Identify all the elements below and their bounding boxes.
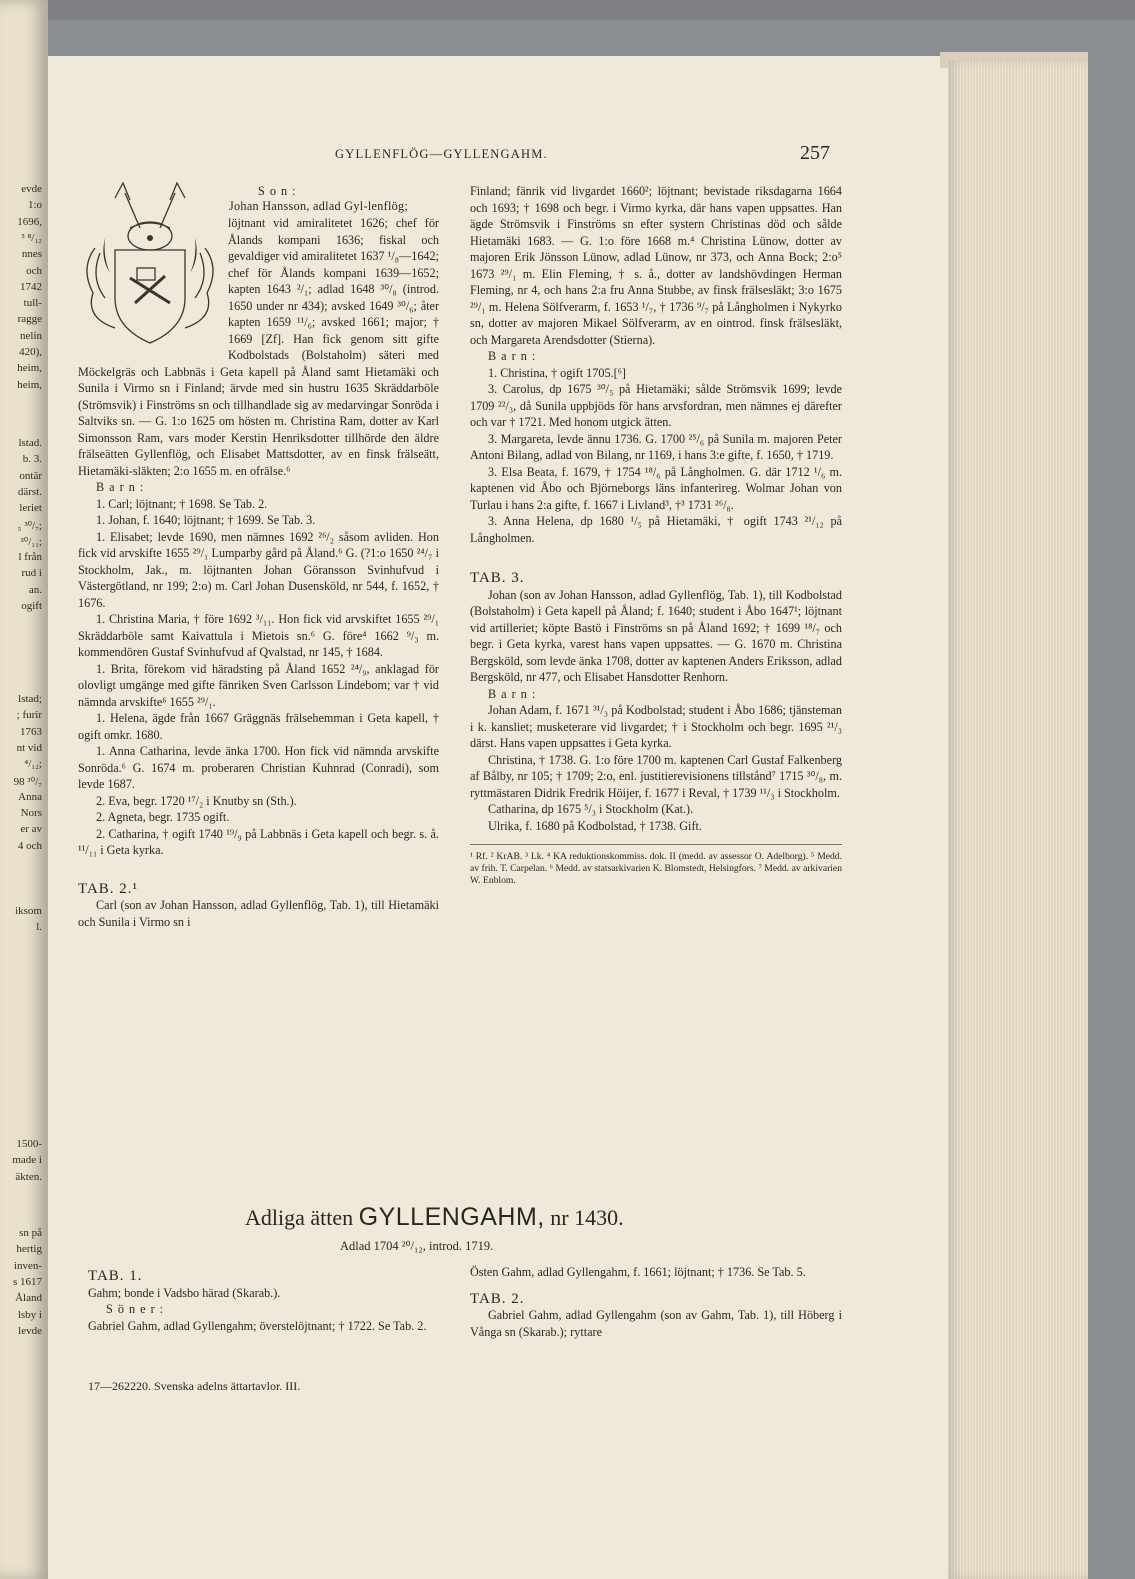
left-margin-fragment: 4 och xyxy=(17,839,42,852)
tab2-text: Carl (son av Johan Hansson, adlad Gyllenflög, Tab. 1), till Hietamäki och Sunila i Virmo sn i xyxy=(78,898,439,929)
left-margin-fragment: heim, xyxy=(17,362,42,375)
left-margin-fragment: inven- xyxy=(13,1259,42,1272)
child-item: 1. Elisabet; levde 1690, men nämnes 1692 ²⁶/₂ såsom avliden. Hon fick vid arvskifte 1655 ²⁹/₁ Lumparby gård på Åland.⁶ G. (?1:o 1650 ²⁴/₇ i Stockholm, Jak., m. löjtnanten Johan Göransson Svinhufvud i Västergötland, nr 199; 2:o) m. Carl Johan Dusensköld, nr 544, f. 1652, † 1676. xyxy=(78,529,439,610)
left-margin-fragment: nnes xyxy=(21,248,42,261)
left-margin-fragment: Anna xyxy=(18,790,42,803)
left-margin-fragment: iksom xyxy=(15,905,42,917)
left-margin-fragment: an. xyxy=(28,583,42,596)
gyllengahm-title xyxy=(245,1203,925,1232)
johan-hansson-head: Johan Hansson, adlad Gyl-lenflög; xyxy=(229,199,409,213)
carl-bio-continued: Finland; fänrik vid livgardet 1660²; löjtnant; bevistade riksdagarna 1664 och 1693; † 1698 och begr. i Virmo kyrka, där hans vapen uppsattes. Han ägde Strömsvik i Finströms sn efter systern Christinas död och sålde Hietamäki 1683. — G. 1:o före 1668 m.⁴ Christina Lünow, dotter av majoren Erik Jönsson Lünow, adlad Lünow, nr 373, och Anna Bock; 2:o⁵ 1673 ²⁹/₁ m. Elin Fleming, † s. å., dotter av landshövdingen Herman Fleming, nr 4, och hans 2:a fru Anna Stubbe, av finsk frälsesläkt; 3:o 1675 ²⁹/₁ m. Helena Sölfverarm, f. 1653 ¹/₇, † 1736 ⁹/₇ på Långholmen i Nykyrko sn, dotter av majoren Mikael Sölfverarm, av en ointrod. finsk frälsesläkt, och Margareta Arendsdotter (Stierna). xyxy=(470,184,842,347)
left-margin-fragment: Nors xyxy=(20,807,42,820)
left-margin-fragment: heim, xyxy=(17,378,42,391)
left-margin-fragment: nelin xyxy=(20,329,42,342)
footnotes: ¹ Rf. ² KrAB. ³ Lk. ⁴ KA reduktionskommiss. dok. II (medd. av assessor O. Adelborg). ⁵ Medd. av frih. T. Carpelan. ⁶ Medd. av statsarkivarien K. Blomstedt, Helsingfors. ⁷ Medd. av arkivarien W. Enblom. xyxy=(470,844,842,887)
left-margin-fragment: ³ ⁸/₁₂ xyxy=(21,231,42,244)
left-margin-fragment: äkten. xyxy=(15,1170,42,1183)
tab3-heading: TAB. 3. xyxy=(470,570,525,586)
page-stack-edges xyxy=(948,60,1088,1579)
title-name: GYLLENGAHM, xyxy=(358,1203,545,1231)
gahm-son-osten: Östen Gahm, adlad Gyllengahm, f. 1661; löjtnant; † 1736. Se Tab. 5. xyxy=(470,1265,806,1279)
barn-label-2: B a r n : xyxy=(488,349,537,363)
gahm-tab2-text: Gabriel Gahm, adlad Gyllengahm (son av Gahm, Tab. 1), till Höberg i Vånga sn (Skarab.); ryttare xyxy=(470,1308,842,1339)
title-post: nr 1430. xyxy=(550,1205,624,1230)
child-item: 1. Helena, ägde från 1667 Gräggnäs frälsehemman i Geta kapell, † ogift omkr. 1680. xyxy=(78,711,439,742)
left-margin-fragment: evde xyxy=(21,183,42,195)
child-item: 1. Christina, † ogift 1705.[⁶] xyxy=(488,365,626,380)
tab2-heading: TAB. 2.¹ xyxy=(78,880,139,897)
coat-float-spacer xyxy=(78,215,228,363)
left-margin-fragment: därst. xyxy=(17,485,42,498)
left-margin-fragment: hertig xyxy=(16,1243,42,1256)
child-item: 1. Johan, f. 1640; löjtnant; † 1699. Se Tab. 3. xyxy=(96,513,316,527)
gahm-tab1-text: Gahm; bonde i Vadsbo härad (Skarab.). xyxy=(88,1285,281,1300)
johan-hansson-text: löjtnant vid amiralitetet 1626; chef för Ålands kompani 1636; fiskal och gevaldiger vid amiralitetet 1637 ¹/₈—1642; chef för Ålands kompani 1639—1652; kapten 1643 ²/₁; adlad 1648 ³⁰/₈ (introd. 1650 under nr 434); avsked 1649 ³⁰/₆; åter kapten 1659 ¹¹/₆; avsked 1661; major; † 1669 [Zf]. Han fick genom sitt gifte Kodbolstads (Bolstaholm) säteri med Möckelgräs och Labbnäs i Geta kapell på Åland samt Hietamäki och Sunila i Virmo sn i Finland; ärvde med sin hustru 1635 Skräddarböle (Strömsvik) i Finströms sn och tillhandlade sig av medarvingar Sonröda i Saltviks sn. — G. 1:o 1625 om hösten m. Christina Ram, dotter av Karl Simonsson Ram, vars moder Kerstin Henriksdotter tillhörde den äldre frälseätten Gyllenflög, och Elisabet Mattsdotter, av en finsk frälseätt, Hietamäki-släkten; 2:o 1655 m. en ofrälse.⁶ xyxy=(78,216,439,478)
background-top xyxy=(0,0,1135,20)
left-margin-fragment: 1:o xyxy=(27,199,42,212)
left-margin-fragment: l från xyxy=(18,551,42,564)
left-margin-fragment: 1763 xyxy=(20,725,42,738)
left-margin-fragment: lsby i xyxy=(17,1308,42,1321)
barn-label-3: B a r n : xyxy=(488,686,537,701)
left-margin-fragment: l. xyxy=(36,921,42,934)
left-margin-fragment: er av xyxy=(20,823,42,836)
gahm-son-gabriel: Gabriel Gahm, adlad Gyllengahm; överstelöjtnant; † 1722. Se Tab. 2. xyxy=(88,1318,427,1333)
left-margin-fragment: nt vid xyxy=(16,741,42,754)
title-pre: Adliga ätten xyxy=(245,1205,354,1230)
left-margin-fragment: sn på xyxy=(19,1227,42,1239)
child-item: 2. Agneta, begr. 1735 ogift. xyxy=(96,810,230,824)
child-item: 1. Carl; löjtnant; † 1698. Se Tab. 2. xyxy=(96,496,268,511)
left-margin-fragment: b. 3. xyxy=(22,453,42,466)
gyllengahm-left xyxy=(88,1264,440,1334)
gahm-tab2-heading: TAB. 2. xyxy=(470,1290,525,1307)
left-margin-fragment: ogift xyxy=(21,600,42,612)
left-margin-fragment: made i xyxy=(12,1154,42,1167)
left-margin-fragment: 420), xyxy=(19,346,42,358)
left-margin-fragment: och xyxy=(26,264,42,277)
child-item: 1. Anna Catharina, levde änka 1700. Hon fick vid nämnda arvskifte Sonröda.⁶ G. 1674 m. proberaren Christian Kuhnrad (Conradi), som levde 1687. xyxy=(78,744,439,791)
barn-label-1: B a r n : xyxy=(96,480,145,494)
left-margin-fragment: lstad; xyxy=(18,693,42,705)
left-margin-fragment: ragge xyxy=(17,313,42,326)
child-item: 1. Christina Maria, † före 1692 ³/₁₁. Hon fick vid arvskiftet 1655 ²⁹/₁ Skräddarböle samt Kaivattula i Mietois sn.⁶ G. före⁴ 1662 ⁹/₃ m. kommendören Gustaf Svinhufvud af Qvalstad, nr 145, † 1684. xyxy=(78,612,439,659)
child-item: 2. Eva, begr. 1720 ¹⁷/₂ i Knutby sn (Sth.). xyxy=(96,793,297,808)
left-margin-fragment: ⁴/₁₂; xyxy=(24,758,42,771)
left-margin-fragment: lstad. xyxy=(18,437,42,449)
running-title: GYLLENFLÖG—GYLLENGAHM. xyxy=(335,147,548,161)
left-margin-fragment: levde xyxy=(18,1324,42,1337)
left-margin-fragment: rud i xyxy=(21,567,42,580)
child-item: Johan Adam, f. 1671 ³¹/₃ på Kodbolstad; student i Åbo 1686; tjänsteman i k. kansliet; musketerare vid livgardet; † i Stockholm och begr. 1695 ²¹/₃ därst. Hans vapen uppsattes i Geta kyrka. xyxy=(470,703,842,750)
child-item: 3. Elsa Beata, f. 1679, † 1754 ¹⁸/₆ på Långholmen. G. där 1712 ¹/₆ m. kaptenen vid Åbo och Björneborgs läns infanterireg. Wolmar Johan von Turlau i hans 2:a gifte, f. 1667 i Livland³, †³ 1731 ²⁶/₈. xyxy=(470,464,842,512)
gyllengahm-right xyxy=(470,1264,842,1340)
page-number: 257 xyxy=(800,142,830,164)
tab3-text: Johan (son av Johan Hansson, adlad Gyllenflög, Tab. 1), till Kodbolstad (Bolstaholm) i Geta kapell på Åland; f. 1640; student i Åbo 1647¹; löjtnant vid artilleriet; köpte Bastö i Finströms sn på Åland 1692; † 1699 ¹⁸/₇ och begr. i Geta kyrka, varest hans vapen uppsattes. — G. 1670 m. Christina Bergsköld, som levde änka 1708, dotter av kaptenen Anders Eriksson, adlad Bergsköld, nr 477, och Elisabet Hansdotter Renhorn. xyxy=(470,587,842,684)
child-item: 3. Carolus, dp 1675 ³⁰/₅ på Hietamäki; sålde Strömsvik 1699; levde 1709 ²²/₃, då Sunila uppbjöds för hans arvsfordran, men nämnes ej därefter och var † 1721. Med honom utgick ätten. xyxy=(470,382,842,429)
signature-line: 17—262220. Svenska adelns ättartavlor. III. xyxy=(88,1379,301,1393)
child-item: 1. Brita, förekom vid häradsting på Åland 1652 ²⁴/₉, anklagad för olovligt umgänge med gifte fänriken Sven Carlsson Lindebom; var † vid nämnda arvskifte⁶ 1655 ²⁹/₁. xyxy=(78,661,439,709)
left-margin-fragment: ³⁰/₁₁; xyxy=(20,535,42,548)
left-margin-fragment: Åland xyxy=(15,1292,42,1305)
column-right xyxy=(470,183,842,1143)
child-item: 2. Catharina, † ogift 1740 ¹⁹/₉ på Labbnäs i Geta kapell och begr. s. å. ¹¹/₁₁ i Geta kyrka. xyxy=(78,826,439,857)
child-item: 3. Anna Helena, dp 1680 ¹/₅ på Hietamäki, † ogift 1743 ²¹/₁₂ på Långholmen. xyxy=(470,514,842,545)
left-margin-fragment: 98 ³⁰/₇ xyxy=(13,775,42,788)
son-label: S o n : xyxy=(258,184,297,198)
left-margin-fragment: leriet xyxy=(19,502,42,515)
left-margin-fragment: ₅ ³⁰/₇; xyxy=(17,519,42,532)
soner-label: S ö n e r : xyxy=(106,1302,165,1316)
left-margin-fragment: ; furir xyxy=(16,709,42,722)
johan-hansson-bio xyxy=(78,215,439,479)
left-margin-fragment: ontär xyxy=(19,469,42,482)
left-margin-fragment: 1742 xyxy=(20,280,42,293)
child-item: 3. Margareta, levde ännu 1736. G. 1700 ²⁵/₆ på Sunila m. majoren Peter Antoni Bilang, adlad von Bilang, nr 1169, i hans 3:e gifte, f. 1650, † 1719. xyxy=(470,431,842,462)
column-left xyxy=(78,215,439,1205)
child-item: Ulrika, f. 1680 på Kodbolstad, † 1738. Gift. xyxy=(488,818,702,833)
left-margin-fragment: 1500- xyxy=(16,1138,42,1150)
adlad-line: Adlad 1704 ²⁰/₁₂, introd. 1719. xyxy=(340,1239,494,1253)
left-margin-fragment: s 1617 xyxy=(12,1275,42,1288)
left-margin-fragment: tull- xyxy=(23,297,42,310)
left-page-edge xyxy=(0,0,48,1579)
left-margin-fragment: 1696, xyxy=(17,215,42,228)
child-item: Catharina, dp 1675 ⁵/₃ i Stockholm (Kat.). xyxy=(488,802,694,816)
col1-johan-head xyxy=(229,198,439,215)
gahm-tab1-heading: TAB. 1. xyxy=(88,1268,143,1284)
child-item: Christina, † 1738. G. 1:o före 1700 m. kaptenen Carl Gustaf Falkenberg af Bålby, nr 105; † 1709; 2:o, enl. justitierevisionens tillstånd⁷ 1715 ³⁰/₈, m. ryttmästaren Didrik Fredrik Höijer, f. 1677 i Reval, † 1739 ¹¹/₃ i Stockholm. xyxy=(470,752,842,800)
